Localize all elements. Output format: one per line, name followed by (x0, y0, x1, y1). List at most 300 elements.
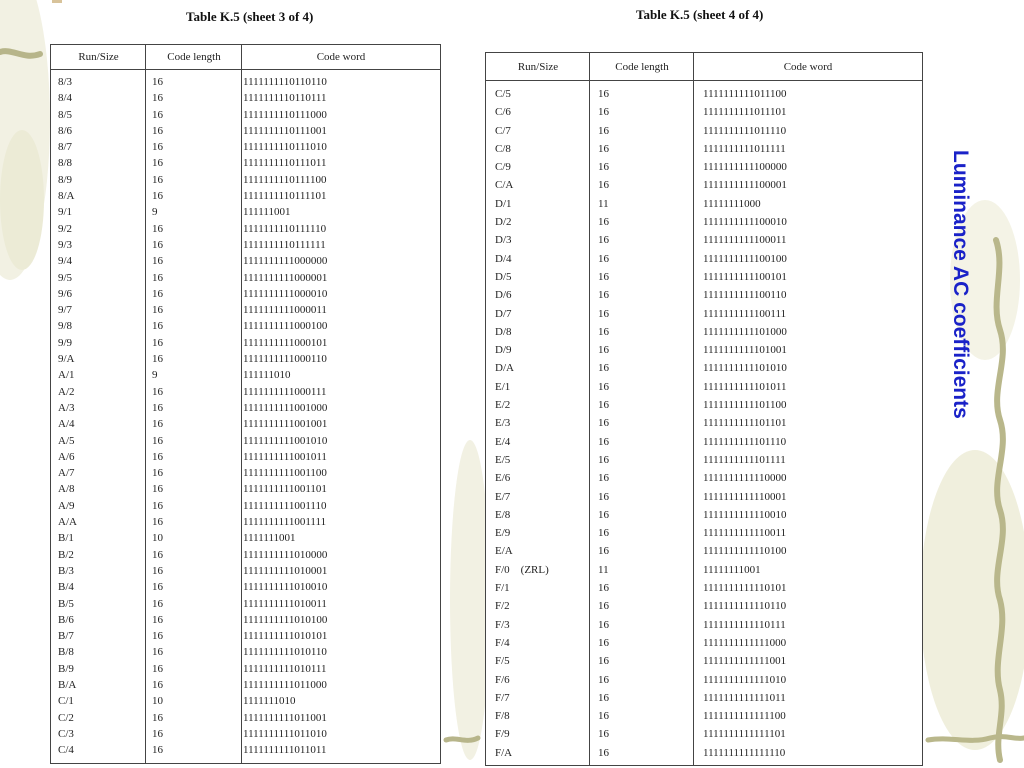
table-row (486, 253, 922, 271)
run-size-cell: 8/5 (58, 108, 73, 121)
code-word-cell: 1111111111100010 (703, 216, 787, 229)
code-word-cell: 111111001 (243, 206, 291, 219)
code-length-cell: 16 (152, 678, 163, 691)
code-length-cell: 16 (152, 336, 163, 349)
table-row (51, 451, 440, 467)
code-word-cell: 1111111111100001 (703, 179, 787, 192)
table-row (51, 174, 440, 190)
run-size-cell: E/5 (495, 453, 511, 466)
code-length-cell: 16 (152, 304, 163, 317)
code-word-cell: 1111111111111101 (703, 728, 786, 741)
run-size-cell: B/4 (58, 581, 74, 594)
table-row (486, 454, 922, 472)
table-row (51, 695, 440, 711)
code-word-cell: 1111111111010010 (243, 581, 328, 594)
run-size-cell: B/3 (58, 564, 74, 577)
run-size-cell: F/1 (495, 582, 510, 595)
run-size-cell: A/9 (58, 499, 75, 512)
run-size-cell: C/7 (495, 124, 511, 137)
run-size-cell: E/3 (495, 417, 511, 430)
code-length-cell: 16 (152, 516, 163, 529)
code-word-cell: 1111111111110000 (703, 472, 787, 485)
table-row (51, 532, 440, 548)
run-size-cell: D/9 (495, 344, 512, 357)
code-length-cell: 16 (152, 401, 163, 414)
code-word-cell: 1111111111101010 (703, 362, 787, 375)
table-row (51, 369, 440, 385)
run-size-cell: 9/2 (58, 222, 73, 235)
run-size-cell: B/5 (58, 597, 74, 610)
code-length-cell: 16 (152, 238, 163, 251)
code-word-cell: 1111111111011110 (703, 124, 787, 137)
code-length-cell: 16 (152, 271, 163, 284)
code-word-cell: 1111111111000011 (243, 304, 327, 317)
run-size-header: Run/Size (517, 60, 559, 73)
code-word-cell: 1111111111101100 (703, 399, 787, 412)
code-length-cell: 16 (152, 108, 163, 121)
code-word-cell: 1111111111111110 (703, 746, 786, 759)
table-row (51, 92, 440, 108)
code-length-cell: 16 (152, 157, 163, 170)
table-row (486, 509, 922, 527)
code-word-cell: 1111111111001111 (243, 516, 327, 529)
code-word-cell: 1111111111000010 (243, 287, 328, 300)
run-size-cell: B/A (58, 678, 77, 691)
table-row (486, 198, 922, 216)
code-length-cell: 16 (598, 179, 609, 192)
code-word-cell: 1111111111001100 (243, 467, 327, 480)
run-size-cell: C/6 (495, 106, 511, 119)
table-row (51, 223, 440, 239)
code-length-cell: 16 (152, 450, 163, 463)
run-size-cell: C/1 (58, 695, 74, 708)
table-row (486, 271, 922, 289)
code-length-cell: 16 (598, 362, 609, 375)
code-length-cell: 9 (152, 206, 158, 219)
run-size-cell: A/A (58, 516, 77, 529)
code-word-cell: 1111111111101111 (703, 453, 786, 466)
code-word-cell: 1111111111000001 (243, 271, 328, 284)
table-row (51, 353, 440, 369)
code-length-cell: 16 (152, 483, 163, 496)
right-table-title: Table K.5 (sheet 4 of 4) (636, 7, 764, 22)
table-row (486, 692, 922, 710)
run-size-cell: C/9 (495, 161, 511, 174)
run-size-cell: E/8 (495, 508, 511, 521)
table-row (486, 710, 922, 728)
table-row (51, 239, 440, 255)
code-length-cell: 16 (152, 581, 163, 594)
code-length-cell: 16 (598, 673, 609, 686)
code-length-header: Code length (167, 51, 221, 63)
run-size-cell: B/7 (58, 630, 74, 643)
table-row (486, 655, 922, 673)
run-size-cell: E/6 (495, 472, 511, 485)
run-size-cell: A/3 (58, 401, 75, 414)
table-row (51, 500, 440, 516)
code-word-cell: 1111111111110101 (703, 582, 787, 595)
code-word-cell: 1111111111001101 (243, 483, 327, 496)
code-word-cell: 1111111110111110 (243, 222, 327, 235)
run-size-cell: B/9 (58, 662, 74, 675)
run-size-cell: A/5 (58, 434, 75, 447)
table-row (486, 436, 922, 454)
code-length-cell: 9 (152, 369, 158, 382)
code-length-cell: 16 (598, 417, 609, 430)
code-length-cell: 16 (152, 467, 163, 480)
table-row (486, 527, 922, 545)
run-size-cell: B/6 (58, 613, 74, 626)
code-word-cell: 1111111111010011 (243, 597, 327, 610)
run-size-cell: 8/7 (58, 141, 73, 154)
code-word-cell: 1111111111110111 (703, 618, 786, 631)
run-size-cell: 9/7 (58, 304, 73, 317)
run-size-cell: E/A (495, 545, 513, 558)
table-row (51, 206, 440, 222)
code-word-cell: 1111111111010001 (243, 564, 328, 577)
code-word-cell: 1111111111111000 (703, 636, 787, 649)
run-size-cell: 9/9 (58, 336, 73, 349)
table-row (51, 402, 440, 418)
code-length-cell: 16 (598, 234, 609, 247)
code-word-cell: 1111111111110110 (703, 600, 787, 613)
left-table-title: Table K.5 (sheet 3 of 4) (186, 9, 314, 24)
code-word-cell: 1111111110111101 (243, 190, 327, 203)
run-size-cell: F/2 (495, 600, 510, 613)
table-row (486, 326, 922, 344)
code-word-cell: 1111111111100000 (703, 161, 787, 174)
code-word-cell: 1111111111000100 (243, 320, 328, 333)
table-header (486, 53, 922, 81)
code-length-cell: 16 (152, 727, 163, 740)
table-row (486, 637, 922, 655)
code-length-cell: 16 (598, 380, 609, 393)
run-size-cell: 9/6 (58, 287, 73, 300)
table-row (486, 491, 922, 509)
code-word-cell: 1111111110111000 (243, 108, 327, 121)
code-length-cell: 10 (152, 695, 163, 708)
table-row (51, 467, 440, 483)
code-word-cell: 1111111111011100 (703, 88, 787, 100)
code-length-cell: 16 (152, 499, 163, 512)
table-row (51, 630, 440, 646)
table-row (486, 417, 922, 435)
run-size-cell: D/2 (495, 216, 512, 229)
table-row (486, 747, 922, 765)
run-size-cell: 8/4 (58, 92, 73, 105)
run-size-cell: D/7 (495, 307, 512, 320)
table-row (51, 549, 440, 565)
code-word-cell: 1111111111000101 (243, 336, 328, 349)
code-length-cell: 16 (598, 527, 609, 540)
table-row (51, 109, 440, 125)
code-length-cell: 16 (152, 92, 163, 105)
run-size-cell: C/5 (495, 88, 511, 100)
code-word-cell: 1111111111101000 (703, 325, 787, 338)
code-length-cell: 16 (598, 161, 609, 174)
code-length-cell: 16 (152, 222, 163, 235)
run-size-cell: F/0 (ZRL) (495, 563, 549, 576)
table-row (51, 646, 440, 662)
run-size-cell: C/2 (58, 711, 74, 724)
code-word-cell: 1111111111010111 (243, 662, 327, 675)
table-row (486, 674, 922, 692)
code-word-cell: 1111111111110100 (703, 545, 787, 558)
code-word-cell: 1111111110110110 (243, 76, 327, 88)
run-size-cell: F/5 (495, 655, 510, 668)
table-row (486, 545, 922, 563)
run-size-cell: C/8 (495, 142, 511, 155)
code-length-cell: 16 (598, 636, 609, 649)
run-size-cell: B/1 (58, 532, 74, 545)
code-length-cell: 16 (598, 216, 609, 229)
code-word-cell: 1111111001 (243, 532, 296, 545)
run-size-cell: F/A (495, 746, 513, 759)
code-length-cell: 16 (152, 320, 163, 333)
run-size-cell: E/4 (495, 435, 511, 448)
run-size-cell: A/7 (58, 467, 75, 480)
run-size-cell: E/2 (495, 399, 511, 412)
table-row (51, 614, 440, 630)
code-length-cell: 16 (152, 173, 163, 186)
code-word-cell: 1111111111101011 (703, 380, 787, 393)
code-length-cell: 16 (598, 289, 609, 302)
code-word-cell: 1111111111011000 (243, 678, 327, 691)
table-row (486, 216, 922, 234)
code-length-cell: 16 (598, 728, 609, 741)
code-word-cell: 1111111111010110 (243, 646, 327, 659)
code-length-cell: 16 (152, 124, 163, 137)
run-size-cell: F/8 (495, 710, 510, 723)
run-size-cell: B/8 (58, 646, 74, 659)
code-word-cell: 1111111111000000 (243, 255, 328, 268)
code-length-cell: 16 (598, 582, 609, 595)
run-size-cell: C/3 (58, 727, 74, 740)
table-row (51, 483, 440, 499)
table-row (486, 234, 922, 252)
code-word-cell: 11111111000 (703, 197, 761, 210)
right-table (485, 52, 923, 766)
run-size-cell: 9/1 (58, 206, 73, 219)
run-size-cell: C/A (495, 179, 514, 192)
code-word-cell: 1111111110111010 (243, 141, 327, 154)
table-row (486, 161, 922, 179)
table-row (486, 582, 922, 600)
code-word-cell: 1111111111011111 (703, 142, 786, 155)
code-word-cell: 1111111110110111 (243, 92, 327, 105)
code-length-cell: 16 (152, 662, 163, 675)
code-length-cell: 16 (598, 435, 609, 448)
run-size-header: Run/Size (78, 51, 119, 63)
code-length-cell: 16 (598, 691, 609, 704)
code-length-cell: 16 (152, 76, 163, 88)
code-word-cell: 1111111110111100 (243, 173, 327, 186)
table-row (51, 386, 440, 402)
run-size-cell: E/1 (495, 380, 511, 393)
code-word-cell: 1111111111111011 (703, 691, 786, 704)
run-size-cell: 9/4 (58, 255, 73, 268)
code-word-cell: 1111111110111111 (243, 238, 326, 251)
code-length-cell: 16 (598, 472, 609, 485)
code-length-cell: 16 (598, 746, 609, 759)
code-length-cell: 16 (598, 508, 609, 521)
table-row (486, 106, 922, 124)
code-word-cell: 1111111111101110 (703, 435, 787, 448)
table-row (486, 619, 922, 637)
code-length-cell: 16 (598, 655, 609, 668)
code-length-cell: 11 (598, 197, 609, 210)
code-length-cell: 16 (598, 600, 609, 613)
table-row (486, 600, 922, 618)
run-size-cell: D/A (495, 362, 514, 375)
code-word-cell: 1111111111001001 (243, 418, 328, 431)
run-size-cell: B/2 (58, 548, 74, 561)
code-word-cell: 1111111111001110 (243, 499, 327, 512)
table-row (486, 728, 922, 746)
table-row (51, 744, 440, 760)
table-row (51, 190, 440, 206)
right-table-body (486, 88, 922, 765)
code-word-cell: 1111111111100101 (703, 270, 787, 283)
table-row (486, 362, 922, 380)
table-row (51, 337, 440, 353)
code-length-cell: 16 (152, 564, 163, 577)
code-word-cell: 1111111111001011 (243, 450, 327, 463)
code-length-cell: 16 (152, 630, 163, 643)
run-size-cell: 8/8 (58, 157, 73, 170)
code-word-cell: 1111111111101101 (703, 417, 787, 430)
table-row (51, 712, 440, 728)
code-word-cell: 1111111110111001 (243, 124, 327, 137)
code-word-cell: 1111111111000110 (243, 353, 327, 366)
table-row (486, 344, 922, 362)
table-row (51, 598, 440, 614)
code-word-cell: 1111111111110011 (703, 527, 787, 540)
code-word-cell: 1111111111101001 (703, 344, 787, 357)
code-word-cell: 111111010 (243, 369, 291, 382)
table-row (486, 564, 922, 582)
code-word-cell: 1111111111011010 (243, 727, 327, 740)
table-row (486, 472, 922, 490)
code-length-cell: 16 (598, 270, 609, 283)
table-row (51, 565, 440, 581)
code-word-cell: 1111111111111001 (703, 655, 787, 668)
run-size-cell: A/4 (58, 418, 75, 431)
code-length-cell: 16 (152, 613, 163, 626)
table-row (51, 728, 440, 744)
code-length-cell: 11 (598, 563, 609, 576)
code-length-cell: 16 (598, 124, 609, 137)
run-size-cell: C/4 (58, 744, 74, 757)
code-word-cell: 1111111010 (243, 695, 296, 708)
code-length-cell: 16 (598, 142, 609, 155)
run-size-cell: E/7 (495, 490, 511, 503)
run-size-cell: F/7 (495, 691, 510, 704)
run-size-cell: A/1 (58, 369, 75, 382)
code-length-cell: 10 (152, 532, 163, 545)
code-word-cell: 1111111111010100 (243, 613, 328, 626)
table-row (486, 399, 922, 417)
table-row (51, 435, 440, 451)
code-length-cell: 16 (152, 190, 163, 203)
code-word-cell: 1111111111100100 (703, 252, 787, 265)
side-title: Luminance AC coefficients (949, 150, 972, 419)
run-size-cell: D/8 (495, 325, 512, 338)
code-length-cell: 16 (598, 618, 609, 631)
code-length-cell: 16 (598, 106, 609, 119)
code-word-cell: 1111111111100110 (703, 289, 787, 302)
code-length-cell: 16 (152, 646, 163, 659)
code-length-cell: 16 (152, 597, 163, 610)
code-length-cell: 16 (152, 548, 163, 561)
run-size-cell: D/1 (495, 197, 512, 210)
run-size-cell: 9/A (58, 353, 75, 366)
code-length-cell: 16 (152, 711, 163, 724)
run-size-cell: 8/3 (58, 76, 73, 88)
code-length-header: Code length (615, 60, 669, 73)
table-row (51, 304, 440, 320)
code-length-cell: 16 (152, 141, 163, 154)
code-word-header: Code word (316, 51, 366, 63)
code-word-header: Code word (783, 60, 833, 73)
table-row (486, 289, 922, 307)
run-size-cell: A/2 (58, 385, 75, 398)
code-length-cell: 16 (152, 744, 163, 757)
run-size-cell: 8/9 (58, 173, 73, 186)
table-row (51, 663, 440, 679)
run-size-cell: A/6 (58, 450, 75, 463)
run-size-cell: D/4 (495, 252, 512, 265)
code-word-cell: 11111111001 (703, 563, 761, 576)
code-length-cell: 16 (152, 418, 163, 431)
run-size-cell: 9/5 (58, 271, 73, 284)
code-word-cell: 1111111111100111 (703, 307, 787, 320)
code-word-cell: 1111111111110010 (703, 508, 787, 521)
run-size-cell: 9/8 (58, 320, 73, 333)
table-row (51, 255, 440, 271)
left-table-body (51, 76, 440, 760)
table-row (51, 679, 440, 695)
code-length-cell: 16 (598, 307, 609, 320)
code-word-cell: 1111111111010101 (243, 630, 328, 643)
code-word-cell: 1111111111011001 (243, 711, 327, 724)
code-length-cell: 16 (598, 490, 609, 503)
code-length-cell: 16 (598, 344, 609, 357)
table-row (51, 125, 440, 141)
table-row (51, 320, 440, 336)
run-size-cell: F/4 (495, 636, 510, 649)
run-size-cell: D/6 (495, 289, 512, 302)
code-word-cell: 1111111111001010 (243, 434, 328, 447)
code-length-cell: 16 (598, 545, 609, 558)
code-word-cell: 1111111111010000 (243, 548, 328, 561)
code-word-cell: 1111111111001000 (243, 401, 328, 414)
run-size-cell: D/3 (495, 234, 512, 247)
code-word-cell: 1111111111100011 (703, 234, 787, 247)
code-word-cell: 1111111111011011 (243, 744, 327, 757)
code-length-cell: 16 (152, 287, 163, 300)
code-word-cell: 1111111111111010 (703, 673, 787, 686)
code-word-cell: 1111111111000111 (243, 385, 327, 398)
run-size-cell: F/3 (495, 618, 510, 631)
left-table (50, 44, 441, 764)
table-row (486, 179, 922, 197)
run-size-cell: 8/6 (58, 124, 73, 137)
table-row (51, 288, 440, 304)
code-length-cell: 16 (152, 434, 163, 447)
code-length-cell: 16 (598, 453, 609, 466)
code-length-cell: 16 (598, 710, 609, 723)
